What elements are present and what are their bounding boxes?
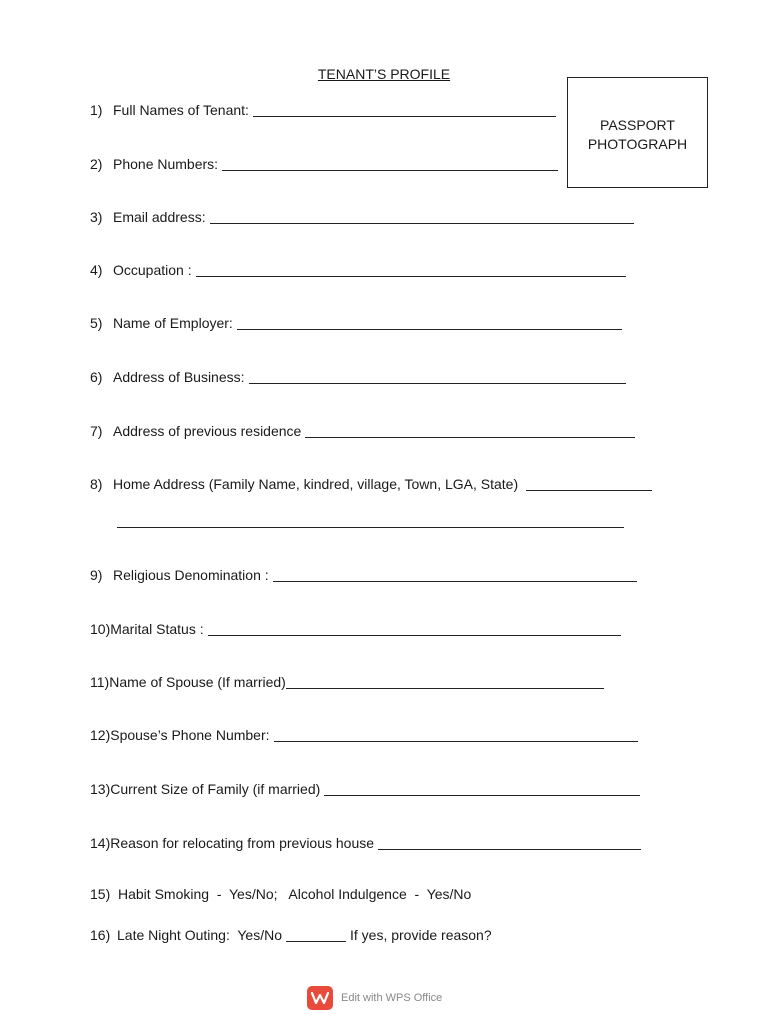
form-item-business-address [90,369,626,389]
wps-office-icon [307,986,333,1010]
marital-status-field[interactable] [208,623,621,636]
item-label: Full Names of Tenant: [113,102,249,118]
item-label: Address of Business: [113,369,245,385]
item-label: Name of Employer: [113,315,233,331]
item-label: Home Address (Family Name, kindred, village, Town, LGA, State) [113,476,519,492]
item-number: 6) [90,369,103,385]
item-number: 15) [90,886,111,902]
form-item-habits [90,886,471,906]
item-label: Name of Spouse (If married) [109,674,286,690]
item-number: 3) [90,209,103,225]
form-item-spouse-name [90,674,604,694]
item-label: Reason for relocating from previous house [110,835,375,851]
form-item-spouse-phone [90,727,638,747]
late-night-outing-field[interactable] [286,929,346,942]
item-number: 14) [90,835,111,851]
item-number: 16) [90,927,111,943]
form-item-full-names [90,102,556,122]
item-label: Spouse’s Phone Number: [110,727,270,743]
photo-label-line1: PASSPORT [600,117,675,133]
item-label: Late Night Outing: Yes/No [117,927,282,943]
wps-footer[interactable] [307,986,442,1010]
item-number: 8) [90,476,103,492]
form-item-marital-status [90,621,621,641]
item-number: 10) [90,621,111,637]
item-number: 4) [90,262,103,278]
passport-photo-box [567,77,708,188]
spouse-phone-field[interactable] [274,729,638,742]
employer-field[interactable] [237,317,622,330]
item-label: Current Size of Family (if married) [110,781,321,797]
spouse-name-field[interactable] [286,676,604,689]
item-label: Phone Numbers: [113,156,219,172]
item-number: 12) [90,727,111,743]
family-size-field[interactable] [324,783,640,796]
item-number: 13) [90,781,111,797]
item-label: Marital Status : [110,621,204,637]
full-names-field[interactable] [253,104,556,117]
item-number: 1) [90,102,103,118]
email-field[interactable] [210,211,634,224]
form-item-phone-numbers [90,156,558,176]
form-item-relocation-reason [90,835,641,855]
form-item-home-address [90,476,652,496]
item-number: 2) [90,156,103,172]
form-item-occupation [90,262,626,282]
religious-denomination-field[interactable] [273,569,637,582]
previous-residence-field[interactable] [305,425,635,438]
home-address-field[interactable] [526,478,652,491]
home-address-field-line2[interactable] [117,527,624,528]
footer-text: Edit with WPS Office [341,992,443,1004]
item-suffix: If yes, provide reason? [350,927,492,943]
form-item-late-night-outing [90,927,492,947]
business-address-field[interactable] [249,371,626,384]
item-label: Address of previous residence [113,423,302,439]
item-label: Occupation : [113,262,192,278]
page-title: TENANT’S PROFILE [317,66,451,82]
form-item-employer [90,315,622,335]
relocation-reason-field[interactable] [378,837,641,850]
item-label: Email address: [113,209,206,225]
item-number: 9) [90,567,103,583]
phone-numbers-field[interactable] [222,158,558,171]
form-item-email [90,209,634,229]
item-label: Religious Denomination : [113,567,269,583]
item-label: Habit Smoking - Yes/No; Alcohol Indulgence - Yes/No [118,886,472,902]
item-number: 7) [90,423,103,439]
form-item-religious-denomination [90,567,637,587]
occupation-field[interactable] [196,264,626,277]
item-number: 11) [90,674,110,690]
form-item-previous-residence [90,423,635,443]
item-number: 5) [90,315,103,331]
form-item-family-size [90,781,640,801]
photo-label-line2: PHOTOGRAPH [587,136,688,152]
